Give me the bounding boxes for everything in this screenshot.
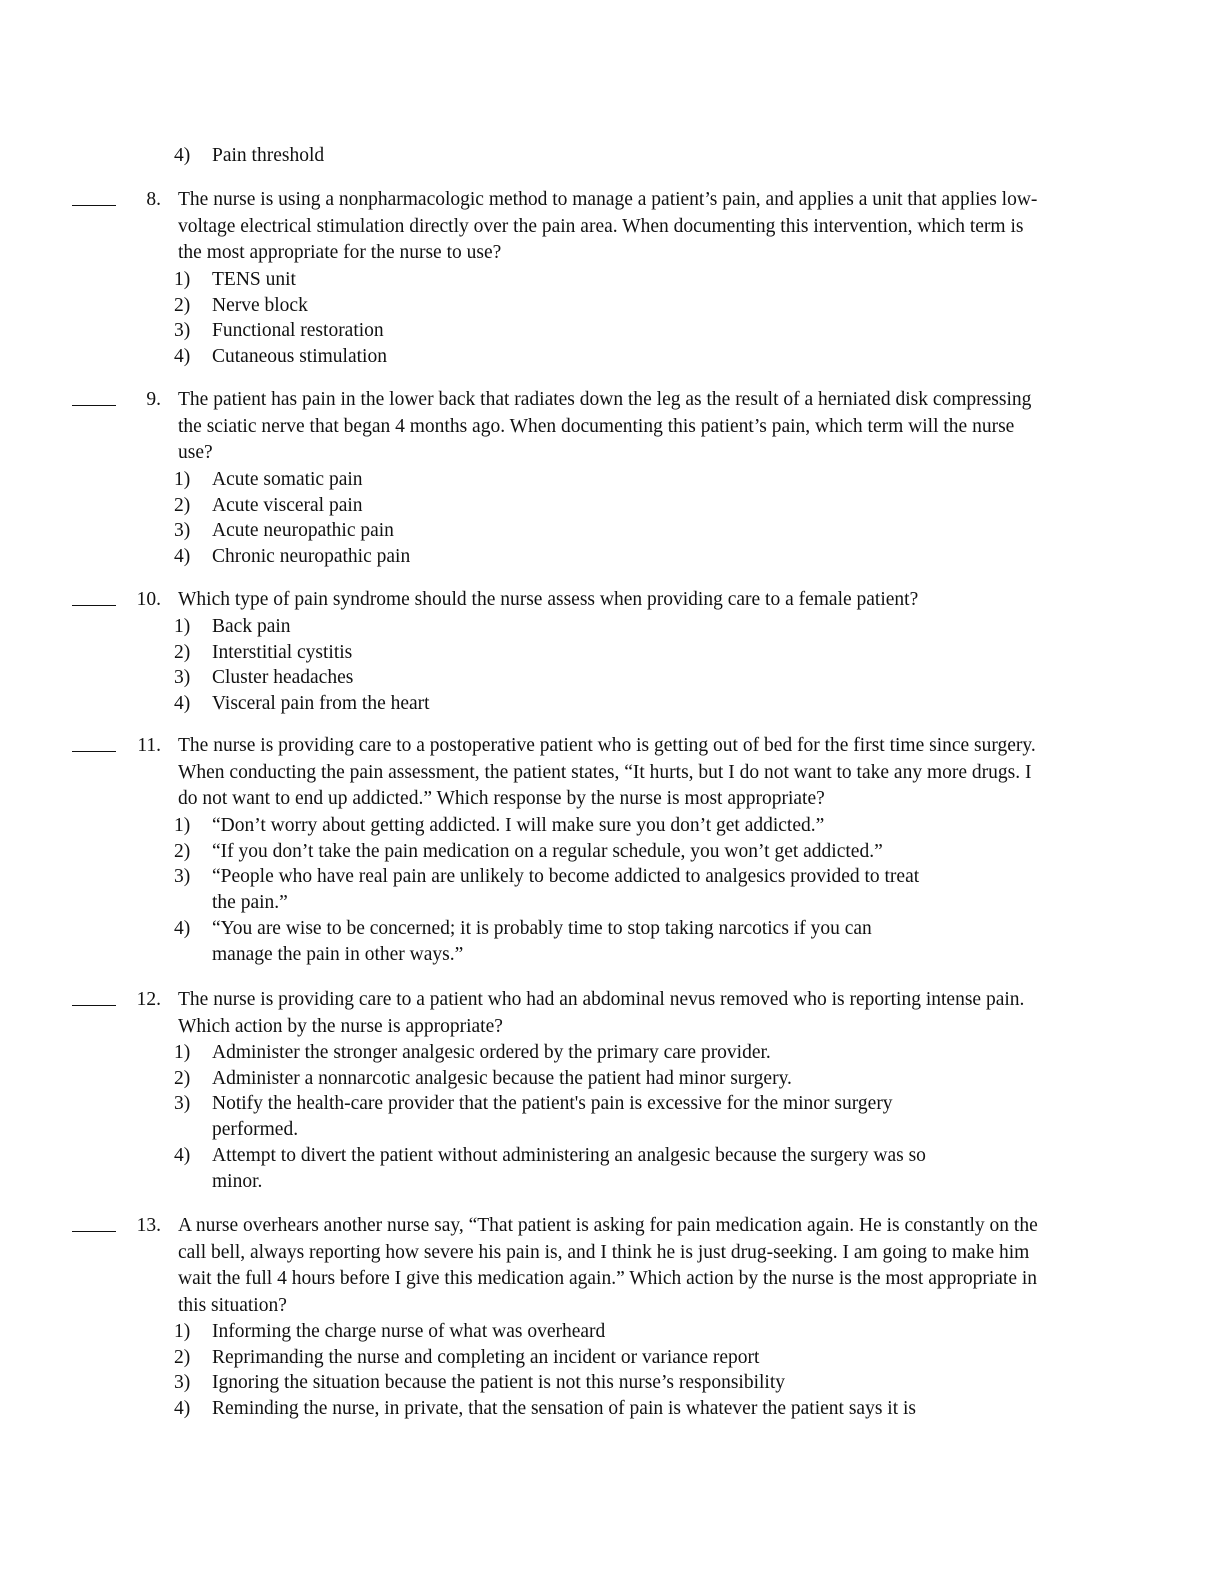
question-stem: The nurse is providing care to a postoperative patient who is getting out of bed for the first time since surgery. When conducting the pain assessment, the patient states, “It hurts, but I do not want to take any more drugs. I do not want to end up addicted.” Which response by the nurse is most appropriate? (178, 735, 1036, 809)
option-text: “If you don’t take the pain medication on a regular schedule, you won’t get addicted.” (212, 840, 883, 862)
answer-option (174, 467, 1054, 493)
answer-option (174, 544, 1054, 570)
option-text: Acute somatic pain (212, 469, 363, 490)
option-text: Ignoring the situation because the patient is not this nurse’s responsibility (212, 1372, 785, 1393)
question-stem: The nurse is using a nonpharmacologic method to manage a patient’s pain, and applies a unit that applies low- voltage electrical stimulation directly over the pain area. When documenting this intervention, which term is the most appropriate for the nurse to use? (178, 189, 1038, 263)
question-number: 9. (146, 389, 161, 410)
answer-options (174, 813, 1054, 967)
option-text: “You are wise to be concerned; it is probably time to stop taking narcotics if you can manage the pain in other ways.” (212, 917, 872, 965)
option-number: 4) (174, 692, 191, 714)
option-number: 4) (174, 145, 191, 166)
question-stem: The patient has pain in the lower back that radiates down the leg as the result of a herniated disk compressing the sciatic nerve that began 4 months ago. When documenting this patient’s pain, which term will the nurse use? (178, 389, 1032, 463)
answer-option (174, 864, 1054, 916)
answer-option (174, 691, 1054, 717)
option-text: Cluster headaches (212, 667, 354, 688)
option-text: Visceral pain from the heart (212, 692, 430, 714)
question-stem: Which type of pain syndrome should the nurse assess when providing care to a female patient? (178, 589, 919, 610)
question-stem: The nurse is providing care to a patient who had an abdominal nevus removed who is reporting intense pain. Which action by the nurse is appropriate? (178, 989, 1025, 1037)
answer-blank[interactable] (72, 1005, 116, 1006)
answer-options (174, 467, 1054, 569)
question-number: 13. (136, 1215, 161, 1236)
option-text: “People who have real pain are unlikely to become addicted to analgesics provided to treat the pain.” (212, 866, 920, 913)
answer-blank[interactable] (72, 205, 116, 206)
option-text: Back pain (212, 616, 291, 637)
answer-option (174, 518, 1054, 544)
option-text: Chronic neuropathic pain (212, 545, 411, 567)
option-text: Administer the stronger analgesic ordered by the primary care provider. (212, 1042, 771, 1063)
answer-option (174, 640, 1054, 666)
option-number: 2) (174, 1346, 191, 1368)
answer-option (174, 1040, 1054, 1066)
option-number: 2) (174, 294, 191, 316)
question-number: 8. (146, 189, 161, 210)
answer-option (174, 1396, 1054, 1422)
question-number: 12. (136, 989, 161, 1010)
answer-options (174, 1040, 1054, 1194)
answer-option (174, 1319, 1054, 1345)
option-number: 4) (174, 917, 191, 939)
option-number: 4) (174, 1144, 191, 1166)
option-number: 1) (174, 1321, 191, 1342)
answer-option (174, 1143, 1054, 1195)
answer-option (174, 1370, 1054, 1396)
option-text: Reprimanding the nurse and completing an incident or variance report (212, 1346, 760, 1368)
answer-option (174, 344, 1054, 370)
answer-option (174, 813, 1054, 839)
option-text: Acute visceral pain (212, 494, 363, 516)
answer-option (174, 1066, 1054, 1092)
option-text: Notify the health-care provider that the patient's pain is excessive for the minor surgery performed. (212, 1093, 893, 1140)
answer-blank[interactable] (72, 1231, 116, 1232)
option-number: 3) (174, 520, 191, 541)
option-number: 3) (174, 667, 191, 688)
option-text: Administer a nonnarcotic analgesic because the patient had minor surgery. (212, 1067, 792, 1089)
option-number: 2) (174, 1067, 191, 1089)
option-number: 3) (174, 320, 191, 341)
option-text: Reminding the nurse, in private, that the sensation of pain is whatever the patient says it is (212, 1397, 917, 1419)
option-text: TENS unit (212, 269, 296, 290)
option-text: “Don’t worry about getting addicted. I will make sure you don’t get addicted.” (212, 815, 825, 836)
answer-blank[interactable] (72, 751, 116, 752)
option-text: Pain threshold (212, 145, 325, 166)
question-number: 11. (137, 735, 161, 756)
answer-option (174, 665, 1054, 691)
answer-option (174, 318, 1054, 344)
option-number: 2) (174, 494, 191, 516)
answer-blank[interactable] (72, 405, 116, 406)
answer-options (174, 614, 1054, 716)
answer-option (174, 614, 1054, 640)
option-number: 4) (174, 345, 191, 367)
option-number: 1) (174, 269, 191, 290)
answer-option (174, 493, 1054, 519)
answer-option (174, 839, 1054, 865)
option-number: 3) (174, 866, 191, 887)
answer-option (174, 1091, 1054, 1143)
answer-options (174, 1319, 1054, 1421)
option-number: 3) (174, 1093, 191, 1114)
answer-option (174, 267, 1054, 293)
question-number: 10. (136, 589, 161, 610)
option-text: Attempt to divert the patient without administering an analgesic because the surgery was so minor. (212, 1144, 926, 1192)
answer-blank[interactable] (72, 605, 116, 606)
answer-options (174, 267, 1054, 369)
option-text: Acute neuropathic pain (212, 520, 394, 541)
option-text: Cutaneous stimulation (212, 345, 387, 367)
option-number: 1) (174, 616, 191, 637)
option-number: 4) (174, 545, 191, 567)
option-text: Functional restoration (212, 320, 384, 341)
option-text: Informing the charge nurse of what was overheard (212, 1321, 606, 1342)
carryover-answer-option (174, 143, 325, 169)
option-number: 2) (174, 840, 191, 862)
option-number: 3) (174, 1372, 191, 1393)
option-number: 1) (174, 469, 191, 490)
option-text: Nerve block (212, 294, 308, 316)
option-number: 2) (174, 641, 191, 663)
option-text: Interstitial cystitis (212, 641, 353, 663)
answer-option (174, 916, 1054, 968)
option-number: 4) (174, 1397, 191, 1419)
option-number: 1) (174, 815, 191, 836)
question-stem: A nurse overhears another nurse say, “That patient is asking for pain medication again. He is constantly on the call bell, always reporting how severe his pain is, and I think he is just drug-seeking. I am going to make him wait the full 4 hours before I give this medication again.” Which action by the nurse is the most appropriate in this situation? (178, 1215, 1038, 1316)
answer-option (174, 293, 1054, 319)
answer-option (174, 1345, 1054, 1371)
option-number: 1) (174, 1042, 191, 1063)
